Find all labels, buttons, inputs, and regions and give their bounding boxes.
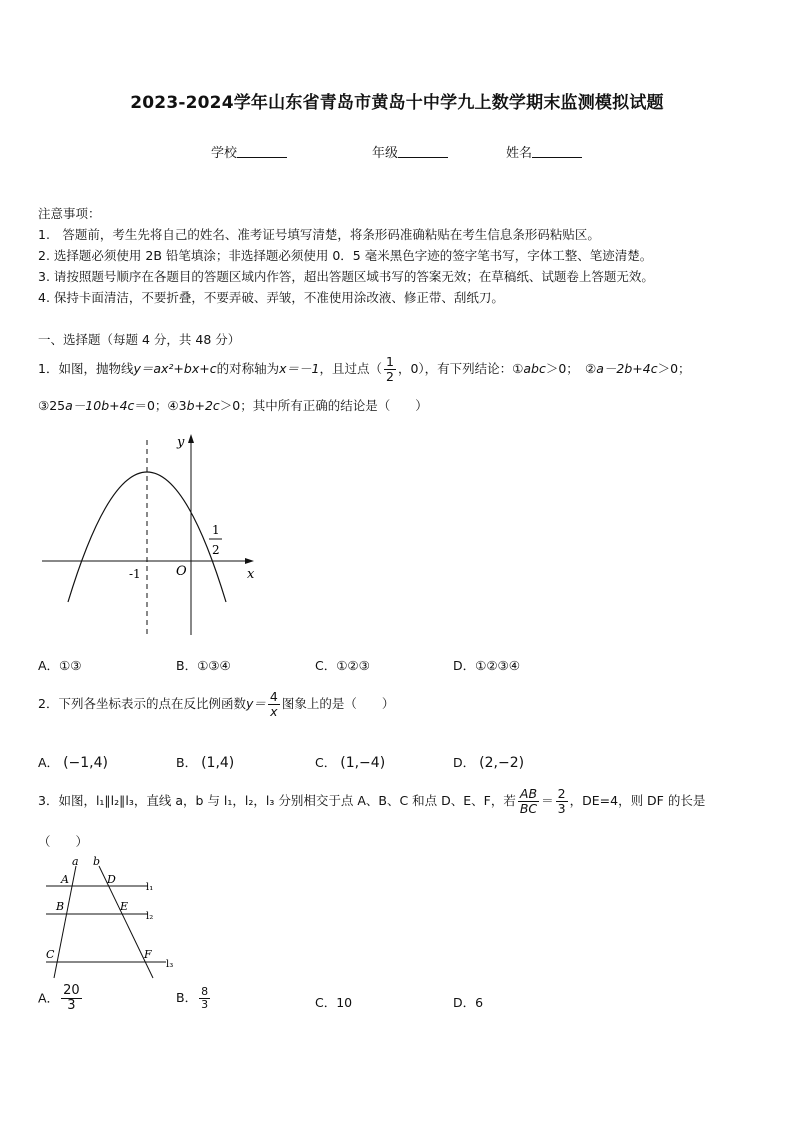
grade-blank (398, 145, 448, 158)
q1-conclusion-4: b+2c (186, 398, 220, 413)
parabola-curve (68, 472, 226, 602)
option-fraction (61, 984, 82, 1014)
q1-option-d[interactable]: D．①②③④ (453, 658, 520, 673)
option-value: (1,−4) (340, 755, 386, 771)
option-letter: C． (315, 755, 337, 770)
fraction-numerator: 1 (385, 354, 394, 369)
name-field (506, 142, 582, 161)
question-2-line (38, 690, 394, 719)
half-numerator: 1 (212, 523, 220, 537)
y-axis-label: y (177, 435, 185, 450)
note-item: 4. 保持卡面清洁，不要折叠，不要弄破、弄皱，不准使用涂改液、修正带、刮纸刀。 (38, 290, 504, 305)
q3-text: 如图，l₁∥l₂∥l₃，直线 a，b 与 l₁，l₂，l₃ 分别相交于点 A、B、C 和点 D、E、F，若 (58, 792, 516, 808)
fraction-denominator: 3 (557, 800, 566, 816)
q1-text: ＝0；④3 (134, 398, 187, 413)
question-number: 1． (38, 360, 59, 376)
fraction-numerator: 8 (201, 985, 209, 998)
q1-text: 如图，抛物线 (58, 360, 134, 376)
q2-option-c[interactable] (315, 753, 385, 771)
notes-heading: 注意事项： (38, 206, 101, 221)
q2-option-b[interactable] (176, 753, 234, 771)
grade-label: 年级 (372, 146, 399, 161)
q3-option-d[interactable] (453, 993, 483, 1011)
label-b: b (93, 855, 101, 868)
q1-option-a[interactable]: A．①③ (38, 658, 82, 673)
y-axis-arrow (188, 434, 194, 443)
label-B: B (56, 900, 65, 913)
fraction-numerator: AB (519, 786, 538, 801)
option-value: 6 (475, 995, 484, 1010)
q3-text: ＝ (541, 792, 554, 808)
label-A: A (61, 873, 69, 886)
note-item: 2. 选择题必须使用 2B 铅笔填涂；非选择题必须使用 0．5 毫米黑色字迹的签字笔书写，字体工整、笔迹清楚。 (38, 248, 653, 263)
label-F: F (144, 948, 152, 961)
option-value: (1,4) (201, 755, 235, 771)
q3-option-a[interactable] (38, 984, 84, 1014)
option-letter: B． (176, 990, 198, 1006)
q1-axis: x＝－1 (279, 360, 320, 376)
q1-conclusion-1: abc (523, 360, 546, 376)
question-number: 2． (38, 695, 59, 711)
label-a: a (72, 855, 79, 868)
note-item: 3. 请按照题号顺序在各题目的答题区域内作答，超出答题区域书写的答案无效；在草稿纸、试题卷上答题无效。 (38, 269, 654, 284)
q3-value-fraction (556, 787, 568, 816)
name-blank (532, 145, 582, 158)
question-1-line-1 (38, 355, 691, 384)
page-title: 2023-2024学年山东省青岛市黄岛十中学九上数学期末监测模拟试题 (130, 93, 664, 113)
fraction-denominator: 3 (201, 998, 209, 1012)
fraction-denominator: x (270, 703, 278, 719)
grade-field (372, 142, 448, 161)
origin-label: O (176, 564, 187, 579)
option-letter: A． (38, 990, 60, 1006)
q1-text: ＞0； (657, 360, 691, 376)
option-value: (−1,4) (63, 755, 108, 771)
x-axis-arrow (245, 558, 254, 564)
q1-text: ，0），有下列结论：① (397, 360, 524, 376)
question-3-line-2: （ ） (38, 834, 89, 849)
fraction-denominator: 2 (385, 368, 394, 384)
label-E: E (120, 900, 129, 913)
x-axis-label: x (247, 567, 255, 582)
note-item: 1. 答题前，考生先将自己的姓名、准考证号填写清楚，将条形码准确粘贴在考生信息条形码粘贴区。 (38, 227, 600, 242)
q1-equation: y＝ax²+bx+c (133, 360, 217, 376)
q2-text: 图象上的是（ ） (281, 695, 395, 711)
q3-option-b[interactable] (176, 986, 212, 1011)
fraction-numerator: 2 (557, 786, 566, 801)
parabola-figure (36, 430, 266, 640)
minus-one-label: -1 (129, 567, 141, 581)
fraction-numerator: 4 (269, 689, 278, 704)
q1-option-c[interactable]: C．①②③ (315, 658, 370, 673)
option-value: 10 (336, 995, 353, 1010)
q3-ratio-fraction (518, 787, 539, 816)
q2-option-a[interactable] (38, 753, 108, 771)
parallel-lines-figure (36, 856, 186, 978)
school-field (211, 142, 287, 161)
label-C: C (46, 948, 55, 961)
q3-text: ，DE=4，则 DF 的长是 (569, 792, 706, 808)
option-letter: B． (176, 755, 198, 770)
q2-text: 下列各坐标表示的点在反比例函数 (58, 695, 246, 711)
q1-text: ，且过点（ (319, 360, 382, 376)
q1-text: ＞0；其中所有正确的结论是（ ） (219, 398, 428, 413)
label-l2: l₂ (146, 911, 154, 922)
label-D: D (107, 873, 116, 886)
option-letter: D． (453, 755, 476, 770)
option-value: (2,−2) (479, 755, 525, 771)
fraction-denominator: 3 (67, 998, 76, 1014)
q2-function-fraction (268, 690, 280, 719)
q1-conclusion-3: a－10b+4c (65, 398, 135, 413)
q1-text: 的对称轴为 (216, 360, 280, 376)
q3-option-c[interactable] (315, 993, 352, 1011)
section-heading: 一、选择题（每题 4 分，共 48 分） (38, 332, 241, 347)
school-label: 学校 (211, 146, 238, 161)
school-blank (237, 145, 287, 158)
option-letter: D． (453, 995, 476, 1010)
q2-option-d[interactable] (453, 753, 524, 771)
fraction-numerator: 20 (63, 983, 80, 998)
fraction-denominator: BC (519, 800, 538, 816)
label-l1: l₁ (146, 882, 154, 893)
option-letter: A． (38, 755, 60, 770)
option-fraction (199, 986, 210, 1011)
q1-text: ＞0； ② (545, 360, 597, 376)
q1-point-fraction (384, 355, 396, 384)
q1-option-b[interactable]: B．①③④ (176, 658, 231, 673)
label-l3: l₃ (166, 959, 174, 970)
question-3-line-1 (38, 787, 705, 816)
q2-func-y: y＝ (245, 695, 266, 711)
option-letter: C． (315, 995, 337, 1010)
name-label: 姓名 (506, 146, 533, 161)
question-1-line-2 (38, 396, 428, 414)
q1-text: ③25 (38, 398, 66, 413)
question-number: 3． (38, 792, 59, 808)
q1-conclusion-2: a－2b+4c (596, 360, 658, 376)
half-denominator: 2 (212, 543, 220, 557)
